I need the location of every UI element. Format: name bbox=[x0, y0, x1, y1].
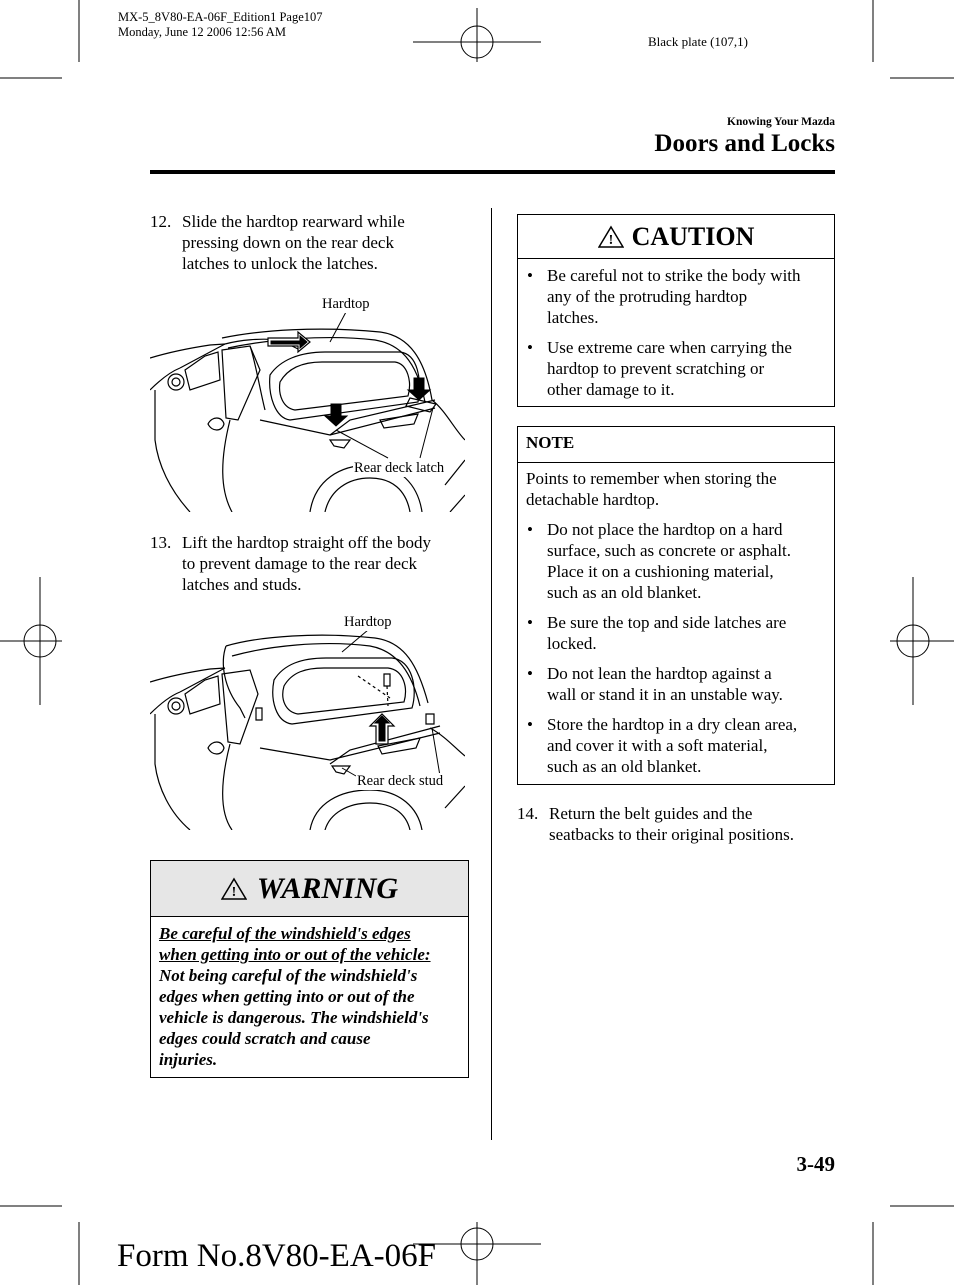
step-line: Slide the hardtop rearward while bbox=[182, 212, 405, 231]
bullet: • bbox=[527, 266, 533, 285]
svg-text:!: ! bbox=[608, 232, 613, 248]
note-item bbox=[518, 663, 830, 705]
bullet: • bbox=[527, 338, 533, 357]
note-line: locked. bbox=[547, 634, 597, 653]
note-line: surface, such as concrete or asphalt. bbox=[547, 541, 792, 560]
warning-line: Be careful of the windshield's edges bbox=[159, 924, 411, 943]
note-intro bbox=[518, 463, 834, 510]
warning-line: edges could scratch and cause bbox=[159, 1029, 371, 1048]
print-meta-line2: Monday, June 12 2006 12:56 AM bbox=[118, 25, 286, 39]
figure-label-rear-deck-latch: Rear deck latch bbox=[354, 460, 445, 476]
note-item bbox=[518, 519, 830, 603]
step-line: to prevent damage to the rear deck bbox=[182, 554, 418, 573]
note-line: Place it on a cushioning material, bbox=[547, 562, 774, 581]
bullet: • bbox=[527, 715, 533, 734]
warning-body bbox=[151, 917, 468, 1070]
print-meta-line1: MX-5_8V80-EA-06F_Edition1 Page107 bbox=[118, 10, 323, 24]
note-box bbox=[517, 426, 835, 785]
plate-label: Black plate (107,1) bbox=[648, 34, 748, 49]
step-line: pressing down on the rear deck bbox=[182, 233, 394, 252]
note-item bbox=[518, 612, 830, 654]
section-title: Doors and Locks bbox=[654, 130, 835, 157]
caution-line: Be careful not to strike the body with bbox=[547, 266, 801, 285]
caution-item bbox=[518, 337, 830, 400]
step-number: 12. bbox=[150, 212, 172, 231]
bullet: • bbox=[527, 613, 533, 632]
bullet: • bbox=[527, 664, 533, 683]
warning-header bbox=[151, 861, 468, 917]
bullet: • bbox=[527, 520, 533, 539]
caution-box bbox=[517, 214, 835, 407]
caution-header bbox=[518, 215, 834, 259]
note-intro-line: Points to remember when storing the bbox=[526, 469, 777, 488]
step-12 bbox=[150, 211, 470, 277]
caution-list bbox=[518, 259, 834, 400]
warning-line: Not being careful of the windshield's bbox=[159, 966, 418, 985]
caution-line: hardtop to prevent scratching or bbox=[547, 359, 765, 378]
form-number: Form No.8V80-EA-06F bbox=[117, 1238, 436, 1274]
figure-label-rear-deck-stud: Rear deck stud bbox=[357, 773, 444, 789]
figure-hardtop-stud bbox=[150, 608, 465, 830]
step-line: latches to unlock the latches. bbox=[182, 254, 378, 273]
warning-line: when getting into or out of the vehicle: bbox=[159, 945, 431, 964]
svg-text:!: ! bbox=[231, 884, 237, 900]
figure-label-hardtop: Hardtop bbox=[322, 296, 370, 312]
note-line: Be sure the top and side latches are bbox=[547, 613, 787, 632]
note-intro-line: detachable hardtop. bbox=[526, 490, 660, 509]
step-number: 14. bbox=[517, 804, 539, 823]
car-hardtop-lift-illustration bbox=[150, 608, 465, 830]
note-line: and cover it with a soft material, bbox=[547, 736, 768, 755]
warning-line: edges when getting into or out of the bbox=[159, 987, 415, 1006]
warning-line: injuries. bbox=[159, 1050, 218, 1069]
caution-heading: CAUTION bbox=[631, 221, 755, 251]
step-line: latches and studs. bbox=[182, 575, 302, 594]
caution-item bbox=[518, 265, 830, 328]
note-line: Do not place the hardtop on a hard bbox=[547, 520, 783, 539]
figure-hardtop-latch bbox=[150, 290, 465, 512]
step-number: 13. bbox=[150, 533, 172, 552]
title-rule bbox=[150, 170, 835, 174]
note-line: Store the hardtop in a dry clean area, bbox=[547, 715, 798, 734]
note-line: wall or stand it in an unstable way. bbox=[547, 685, 783, 704]
car-hardtop-illustration bbox=[150, 290, 465, 512]
step-14 bbox=[517, 803, 835, 847]
note-line: Do not lean the hardtop against a bbox=[547, 664, 772, 683]
caution-line: Use extreme care when carrying the bbox=[547, 338, 792, 357]
note-list bbox=[518, 510, 834, 777]
figure-label-hardtop: Hardtop bbox=[344, 614, 392, 630]
step-line: Return the belt guides and the bbox=[549, 804, 753, 823]
note-line: such as an old blanket. bbox=[547, 757, 702, 776]
note-line: such as an old blanket. bbox=[547, 583, 702, 602]
caution-line: any of the protruding hardtop bbox=[547, 287, 748, 306]
warning-triangle-icon bbox=[221, 877, 247, 901]
step-line: Lift the hardtop straight off the body bbox=[182, 533, 431, 552]
caution-line: latches. bbox=[547, 308, 599, 327]
warning-line: vehicle is dangerous. The windshield's bbox=[159, 1008, 429, 1027]
section-subtitle: Knowing Your Mazda bbox=[727, 116, 835, 128]
caution-line: other damage to it. bbox=[547, 380, 675, 399]
warning-heading: WARNING bbox=[256, 871, 399, 905]
column-divider bbox=[491, 208, 492, 1140]
warning-box bbox=[150, 860, 469, 1078]
step-13 bbox=[150, 532, 470, 598]
note-heading: NOTE bbox=[518, 427, 834, 463]
note-item bbox=[518, 714, 830, 777]
page-number: 3-49 bbox=[796, 1152, 835, 1176]
caution-triangle-icon bbox=[598, 225, 624, 249]
step-line: seatbacks to their original positions. bbox=[549, 825, 795, 844]
